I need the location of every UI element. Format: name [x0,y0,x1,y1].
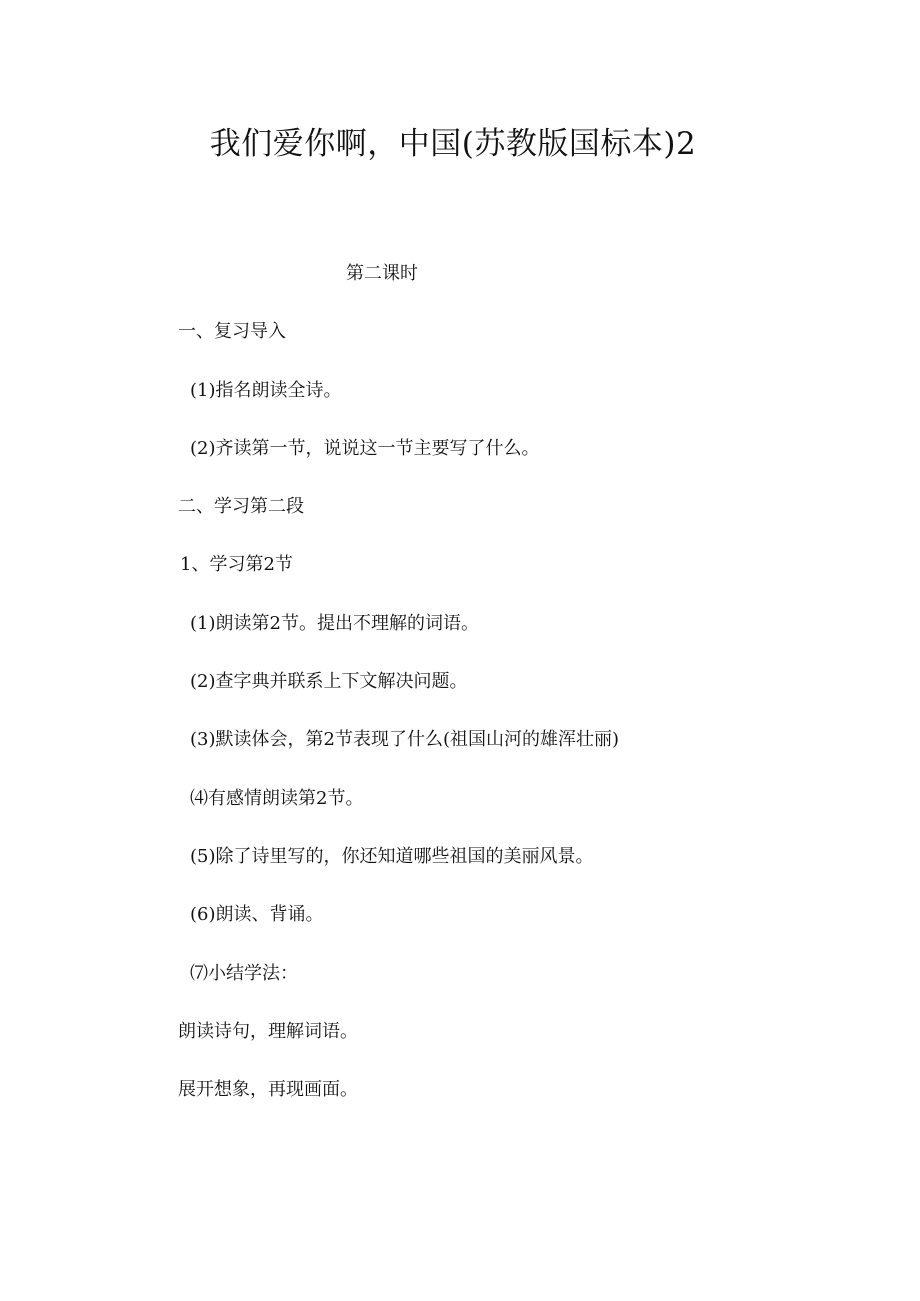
method-summary-line: 朗读诗句，理解词语。 [178,1021,358,1042]
subsection-heading: 1、学习第2节 [180,554,293,575]
section-heading-study: 二、学习第二段 [178,496,304,517]
list-item: (1)朗读第2节。提出不理解的词语。 [190,613,479,634]
list-item: ⑷有感情朗读第2节。 [190,788,364,809]
lesson-period-heading: 第二课时 [346,263,418,284]
method-summary-line: 展开想象，再现画面。 [178,1079,358,1100]
document-title: 我们爱你啊，中国(苏教版国标本)2 [209,126,697,162]
list-item: (3)默读体会，第2节表现了什么(祖国山河的雄浑壮丽) [190,729,619,750]
list-item: (2)查字典并联系上下文解决问题。 [190,671,468,692]
list-item: (1)指名朗读全诗。 [190,380,342,401]
section-heading-review: 一、复习导入 [178,321,286,342]
list-item: ⑺小结学法： [190,963,298,984]
list-item: (5)除了诗里写的，你还知道哪些祖国的美丽风景。 [190,846,594,867]
list-item: (6)朗读、背诵。 [190,904,324,925]
list-item: (2)齐读第一节，说说这一节主要写了什么。 [190,438,540,459]
